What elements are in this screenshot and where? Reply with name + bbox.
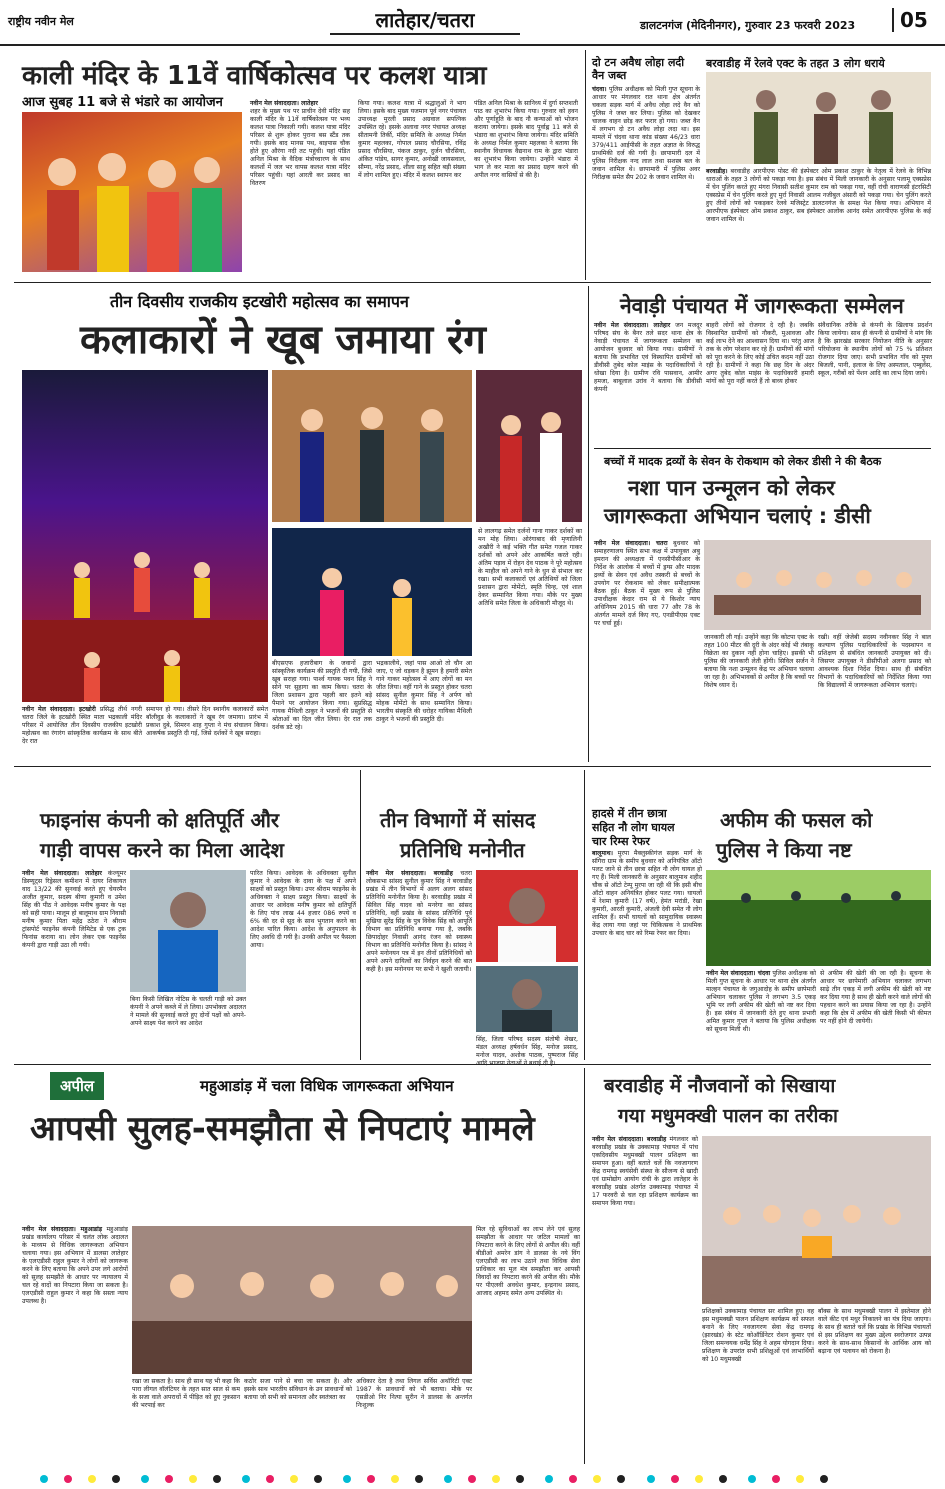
- story7-headline-line2: गाड़ी वापस करने का मिला आदेश: [40, 838, 285, 862]
- meeting-illustration: [704, 540, 931, 630]
- story6-col2: जानकारी ली गई। उन्होंने कहा कि कोटपा एक्ट के तहत 100 मीटर की दूरी के अंदर कोई भी तंबाकू विक्रेता का दुकान नहीं होना चाहिए। इसकी भी पुलिस की जानकारी लेती होंगी। सिविल सर्जन ने बताया कि नशा उन्मूलन केंद्र पर अभियान चलाया जा रहा है। अभिभावकों से अपील है कि बच्चों पर विशेष ध्यान दें।: [704, 634, 814, 689]
- training-illustration: [702, 1136, 931, 1304]
- story4-caption1-text: प्रसिद्ध तीर्थ नगरी चतरा जिले के इटखोरी स्थित माता भद्रकाली मंदिर परिसर में आयोजित तीन दिवसीय राजकीय इटखोरी महोत्सव का रंगारंग सांस्कृतिक कार्यक्रम के साथ बीते देर रात: [22, 706, 142, 745]
- story6-headline-line1: नशा पान उन्मूलन को लेकर: [628, 476, 835, 500]
- story5-headline: नेवाड़ी पंचायत में जागरूकता सम्मेलन: [620, 294, 904, 318]
- kalash-yatra-photo: [22, 112, 242, 272]
- field-illustration: [706, 870, 931, 966]
- story8-headline-line1: तीन विभागों में सांसद: [380, 808, 536, 832]
- story10-col2: से अफीम की खेती की जा रही है। सूचना के आधार पर छापेमारी अभियान चलाकर लगभग साढ़े तीन एकड़ में लगी अफीम की खेती को नष्ट कर दिया गया है साथ ही खेती करने वाले लोगों की पहचान करने का प्रयास किया जा रहा है। उन्होंने कहा कि क्षेत्र में अफीम की खेती किसी भी कीमत पर नहीं होने दी जायेगी।: [820, 970, 932, 1025]
- beekeeping-training-photo: [702, 1136, 931, 1304]
- story8-headline-line2: प्रतिनिधि मनोनीत: [400, 838, 525, 862]
- dignitaries-illustration: [272, 370, 472, 522]
- story9-text: मुरपा मैक्लुस्कीगंज सड़क मार्ग के संगिरा ग्राम के समीप बुधवार को अनियंत्रित ऑटो पलट जाने से तीन छात्रा सहित नौ लोग घायल हो गए हैं। मिली जानकारी के अनुसार बालूमाथ शहीद चौक से ऑटो टेम्पू मुरपा जा रही थी कि इसी बीच ऑटो वाहन अनियंत्रित होकर पलट गया। घायलों में रेशमा कुमारी (17 वर्ष), हेमंत मरांडी, रेखा कुमारी, आरती कुमारी, अंजली देवी समेत नौ लोग शामिल हैं। सभी घायलों को सामुदायिक स्वास्थ्य केंद्र लाया गया जहां पर चिकित्सक ने प्राथमिक उपचार के बाद चार को रिम्स रेफर कर दिया।: [592, 850, 702, 937]
- story6-col1-text: बुधवार को समाहरणालय स्थित सभा कक्ष में उपायुक्त अबु इमरान की अध्यक्षता में एनसीपीसीआर के निर्देश के आलोक में बच्चों में ड्रग्स और मादक द्रव्यों के सेवन एवं अवैध तस्करी से बच्चों के उपयोग पर रोकथाम को लेकर समीक्षात्मक बैठक हुई। बैठक में मुख्य रूप से पुलिस उपाधीक्षक केदार राम से ये किशोर न्याय अधिनियम 2015 की धारा 77 और 78 के अंतर्गत मामले दर्ज किए गए, एनडीपीएस एक्ट पर चर्चा हुई।: [594, 540, 701, 627]
- story12-dateline: नवीन मेल संवाददाता। बरवाडीह: [592, 1136, 667, 1143]
- story6-col3: रखी। वहीं जेजेबी सदस्य नवीनकर सिंह ने बाल कल्याण पुलिस पदाधिकारियों के पदस्थापन व प्रशिक्षण से संबंधित जानकारी उपायुक्त को दी। जिसपर उपायुक्त ने डीसीपीओ अलगा प्रसाद को आवश्यक दिशा निर्देश दिया। साथ ही संबंधित विभागों के पदाधिकारियों को निर्देशित किया गया कि विद्यालयों में जागरूकता अभियान चलाएं।: [818, 634, 931, 689]
- story7-col1-text: कंज्यूमर डिस्प्यूट्स रिड्रेसल कमीशन में दायर शिकायत वाद 13/22 की सुनवाई करते हुए चेयरमैन अजीत कुमार, सदस्य बीणा कुमारी व उमेश सिंह की पीठ ने आवेदक मनीष कुमार के पक्ष को सही पाया। मालूम हो बालूमाथ ग्राम निवासी मनीष कुमार पिता महेंद्र ठठेरा ने श्रीराम ट्रांसपोर्ट फाइनेंस कंपनी लिमिटेड से एक ट्रक फिनांस कराया था। लोन लेकर एक फाइनेंस कंपनी द्वारा गाड़ी उठा ली गयी।: [22, 870, 127, 949]
- story1-col1-text: शहर के मुख्य पथ पर प्राचीन देवी मंदिर सह काली मंदिर के 11वें वार्षिकोत्सव पर भव्य कलश यात्रा निकाली गयी। कलश यात्रा मंदिर परिसर से शुरू होकर पुराना बस स्टैंड तक गयी। इसके बाद मानस पथ, बाइपास चौक होते हुए औरंगा नदी तट पहुंची। यहां पंडित अनिल मिश्रा के वैदिक मंत्रोच्चारण के साथ कलशों में जल भर वापस कलश यात्रा मंदिर परिसर पहुंची। यहां आरती कर प्रसाद का वितरण: [250, 108, 350, 187]
- story5-col1: [594, 322, 702, 444]
- person-illustration: [130, 870, 246, 992]
- story1-col3: पंडित अनिल मिश्रा के सानिध्य में दुर्गा सप्तशती पाठ का शुभारंभ किया गया। गुरुवार को हवन और पूर्णाहुति के बाद नौ कन्याओं को भोजन कराया जायेगा। इसके बाद पूर्वाह्न 11 बजे से भंडारा का शुभारंभ किया जायेगा। मंदिर समिति के अध्यक्ष निर्मल कुमार महलका ने बताया कि स्थानीय विधायक वैद्यनाथ राम के द्वारा भंडारा का शुभारंभ किया जायेगा। उन्होंने भंडारा में भाग ले कर माता का प्रसाद ग्रहण करने की अपील नगर वासियों से की है।: [474, 100, 578, 179]
- panel-illustration: [132, 1226, 472, 1374]
- story8-caption: सिंह, जिला परिषद सदस्य संतोषी शेखर, मंडल अध्यक्ष हर्षवर्धन सिंह, मनोज प्रसाद, मनोज यादव, अशोक पाठक, पुष्पराज सिंह: [476, 1036, 578, 1059]
- story11-kicker: महुआडांड़ में चला विधिक जागरूकता अभियान: [200, 1077, 454, 1095]
- story9-headline-line3: चार रिम्स रेफर: [592, 835, 650, 848]
- story11-col1-text: महुआडांड़ प्रखंड कार्यालय परिसर में चलंत लोक अदालत के माध्यम से विधिक जागरूकता अभियान चलाया गया। इस अभियान में डालसा लातेहार के एलएडीसी राहुल कुमार ने लोगों को जागरूक करने के लिए बताया कि अपने उपर लगे आरोपों को सुलह समझौते के आधार पर न्यायालय में चल रहे वादों का निपटारा किया जा सकता है। एलएडीसी राहुल कुमार ने कहा कि सस्ता न्याय उपलब्ध है।: [22, 1226, 128, 1305]
- felicitation-illustration: [476, 370, 582, 522]
- story12-col3: बॉक्स के साथ मधुमक्खी पालन में इस्तेमाल होने वाले कीट एवं मधुर निकालने का यंत्र दिया जाएगा। के साथ ही बताते चलें कि प्रखंड के विभिन्न पंचायतों से इस प्रशिक्षण का मुख्य उद्देश्य स्वरोजगार उत्पन्न करने के साथ-साथ किसानों के आर्थिक आय को बढ़ाना एवं पलायन को रोकना है।: [818, 1308, 931, 1355]
- story4-col-a: बीएसएफ हजारीबाग के जवानों द्वारा सांस्कृतिक कार्यक्रम की प्रस्तुति दी गयी, जिसे खूब सराहा गया। पार्श्व गायक पवन सिंह ने सोने पर सुहागा का काम किया। चतरा के जिला प्रशासन द्वारा पहली बार इतने बड़े पैमाने पर आयोजन किया गया। सुप्रसिद्ध गायक मैथिली ठाकुर ने भजनों की प्रस्तुति से श्रोताओं का दिल जीत लिया। देर रात तक दर्शक डटे रहे।: [272, 660, 372, 731]
- story7-caption: बिना किसी लिखित नोटिस के चलती गाड़ी को उक्त कंपनी ने अपने कब्जे में ले लिया। उपभोक्ता अदालत ने मामले की सुनवाई करते हुए दोनों पक्षों को अपने-अपने साक्ष्य पेश करने का आदेश: [130, 996, 246, 1027]
- story5-col3: संवैधानिक तरीके से कंपनी के खिलाफ प्रदर्शन किया जायेगा। साथ ही कंपनी से ग्रामीणों ने मांग कि है कि झारखंड सरकार नियोजन नीति के अनुसार परियोजना के स्थानीय लोगों को 75 % प्रतिशत रोजगार दिया जाए। सभी प्रभावित गाँव को मुफ्त बिजली, पानी, इलाज के लिए अस्पताल, एम्बुलेंस, स्कूल, गरीबों को पेंशन आदि का लाभ दिया जाये।: [818, 322, 932, 377]
- story12-col2: प्रशिक्षकों उक्कामाड़ पंचायत सर शामिल हुए। वह इस मधुमक्खी पालन प्रशिक्षण कार्यक्रम को सफल बनाने के लिए नवजागरण सेवा केंद्र रामगढ़ (झारखंड) के स्टेट कोऑर्डिनेटर रोशन कुमार एवं जिला समन्वयक धर्मेंद्र सिंह ने अहम योगदान दिया। प्रशिक्षण के उपरांत सभी प्रशिक्षुओं एवं लाभार्थियों को 10 मधुमक्खी: [702, 1308, 814, 1363]
- story11-col3: कठोर सजा पाने से बचा जा सकता है। और इसके साथ भारतीय संविधान के उन प्रावधानों को बताया जो सभी को समानता और स्वतंत्रता का: [244, 1378, 352, 1401]
- column-divider: [584, 770, 585, 1060]
- page-number: 05: [892, 8, 928, 32]
- dignitaries-photo: [272, 370, 472, 522]
- column-divider: [360, 770, 361, 1060]
- story1-dateline: नवीन मेल संवाददाता। लातेहार: [250, 100, 318, 107]
- page-header: [0, 0, 945, 46]
- story1-col1: [250, 100, 350, 272]
- dc-meeting-photo: [704, 540, 931, 630]
- story11-col4: अधिकार देता है तथा लिगल सर्विस अथॉरिटी एक्ट 1987 के प्रावधानों को भी बताया। मौके पर एसडीओ निर नित्या सुरीन ने डालसा के अन्तर्गत निःशुल्क: [356, 1378, 472, 1409]
- story10-headline-line1: अफीम की फसल को: [720, 808, 873, 832]
- story10-col1-text: पुलिस अधीक्षक को मिली गुप्त सूचना के आधार पर थाना क्षेत्र अंतर्गत माल्हन पंचायत के जगुआदोह के समीप छापेमारी अभियान चलाकर पुलिस ने लगभग 3.5 एकड़ भूमि पर लगी अफीम की खेती को नष्ट कर दिया है। इस संबंध में जानकारी देते हुए थाना प्रभारी अमित कुमार गुप्ता ने बताया कि पुलिस अधीक्षक को सूचना मिली थी।: [706, 970, 817, 1033]
- story3-body: [706, 168, 931, 278]
- story11-col1: [22, 1226, 128, 1462]
- story9-headline-line1: हादसे में तीन छात्रा: [592, 807, 667, 820]
- printer-registration-marks: [0, 1470, 945, 1482]
- story9-dateline: बालूमाथ।: [592, 850, 613, 857]
- story6-col1: [594, 540, 700, 762]
- story11-col2: रखा जा सकता है। साथ ही साथ यह भी कहा कि पारा लीगल वॉलंटियर के तहत सात साल से कम के सजा वाले अपराधों में पीड़ित को हुए नुकसान की भरपाई कर: [132, 1378, 240, 1409]
- portrait-illustration: [476, 966, 578, 1032]
- story11-headline: आपसी सुलह-समझौता से निपटाएं मामले: [30, 1109, 535, 1149]
- representative-photo-1: [476, 870, 578, 962]
- story4-caption2: समापन हो गया। तीसरे दिन स्थानीय कलाकारों समेत बॉलीवुड के कलाकारों ने खूब रंग जमाया। प्रारंभ में प्रकाश दुबे, सिमरन शाह गुप्ता ने मंच संचालन किया। आकर्षक प्रस्तुति दी गई, जिसे दर्शकों ने खूब सराहा।: [146, 706, 268, 737]
- story8-dateline: नवीन मेल संवाददाता। बरवाडीह: [366, 870, 453, 877]
- legal-camp-photo: [132, 1226, 472, 1374]
- story11-col5: मिल रहे सुविधाओं का लाभ लेने एवं सुलह समझौता के आधार पर जटिल मामलों का निपटारा करने के लिए लोगों से अपील की। वहीं बीडीओ अमरेन डांग ने डालसा के नये विंग एलएडीसी का लाभ उठाने तथा विधिक सेवा प्राधिकार का मूल मंत्र समझौता कर आपसी विवादों का निपटारा करने की अपील की। मौके पर पीएलवी अवधेश कुमार, इन्द्रनाथ प्रसाद, आजाद अहमद समेत अन्य उपस्थित थे।: [476, 1226, 580, 1297]
- folk-dance-photo: [22, 370, 268, 702]
- story10-col1: [706, 970, 816, 1060]
- story1-col2: किया गया। कलश यात्रा में श्रद्धालुओं ने भाग लिया। इसके बाद मुख्य यजमान पूर्व नगर पंचायत उपाध्यक्ष मुरली प्रसाद अग्रवाल सपत्निक उपस्थित रहे। इसके अलावा नगर पंचायत अध्यक्ष सीतामनी तिर्की, मंदिर समिति के अध्यक्ष निर्मल कुमार महलका, गोपाल प्रसाद चौरसिया, रविंद्र प्रसाद चौरसिया, पंकज ठाकुर, दुर्जन चौरसिया, अंकित पांडेय, सागर कुमार, अनोखी जायसवाल, सौम्या, नरेंद्र प्रसाद, शीला साहु सहित बड़ी संख्या में लोग शामिल हुए। मंदिर में कलश स्थापन कर: [358, 100, 466, 179]
- story2-dateline: चंदवा।: [592, 86, 607, 93]
- story7-dateline: नवीन मेल संवाददाता। लातेहार: [22, 870, 102, 877]
- stage-performance-photo: [272, 528, 472, 656]
- story6-headline-line2: जागरूकता अभियान चलाएं : डीसी: [604, 504, 871, 528]
- story4-kicker: तीन दिवसीय राजकीय इटखोरी महोत्सव का समापन: [110, 292, 409, 311]
- column-divider: [584, 1068, 585, 1464]
- story4-col-b: भद्रकालीये, जहां पास आओ तो चौन आ जाए, ए जो धड़कन है झूमन है हमारी समेत गाने गाकर महोत्सव में आए लोगों का मन जीत लिया। वहीं गाने के प्रस्तुत होकर चतरा सांसद सुनील कुमार सिंह ने अर्पण को मोहक मोमेंटो के साथ सम्मानित किया। भारतीय संस्कृति की धरोहर गायिका मैथिली ठाकुर ने भजनों की प्रस्तुति दी।: [376, 660, 472, 723]
- section-divider: [14, 766, 931, 767]
- story1-subhead: आज सुबह 11 बजे से भंडारे का आयोजन: [22, 95, 223, 110]
- dancers-illustration: [22, 370, 268, 702]
- story2-headline: दो टन अवैध लोहा लदी वैन जब्त: [592, 56, 685, 82]
- story6-dateline: नवीन मेल संवाददाता। चतरा: [594, 540, 668, 547]
- story4-caption1: [22, 706, 142, 762]
- section-divider: [14, 1064, 931, 1065]
- story8-text: चतरा लोकसभा सांसद सुनील कुमार सिंह ने बरवाडीह प्रखंड में तीन विभागों में अलग अलग सांसद प्रतिनिधि मनोनीत किया है। बरवाडीह प्रखंड में सिविल सिंह यादव को मनरेगा का सांसद प्रतिनिधि, वहीं प्रखंड के सांसद प्रतिनिधि पूर्व मुखिया सुरेंद्र सिंह के पुत्र विवेक सिंह को आपूर्ति विभाग का प्रतिनिधि बनाया गया है, जबकि छिपादोहर निवासी आनंद रंजन को स्वास्थ्य विभाग का प्रतिनिधि मनोनीत किया है। सांसद ने अपने मनोनयन पत्र में इन तीनों प्रतिनिधियों को अपने अपने दायित्वों का निर्वहन करने की बात कही है। इस मनोनयन पर सभी ने खुशी जतायी।: [366, 870, 472, 973]
- story10-dateline: नवीन मेल संवाददाता। चंदवा: [706, 970, 771, 977]
- section-title: लातेहार/चतरा: [330, 6, 520, 35]
- newspaper-brand: राष्ट्रीय नवीन मेल: [8, 15, 74, 28]
- felicitation-photo: [476, 370, 582, 522]
- story12-col1-text: मंगलवार को बरवाडीह प्रखंड के उक्कामाड़ पंचायत में पांच एकदिवसीय मधुमक्खी पालन प्रशिक्षण का समापन हुआ। वहीं बताते चलें कि नवजागरण केंद्र रामगढ़ स्वयंसेवी संस्था के सौजन्य से खादी एवं ग्रामोद्योग आयोग रांची के द्वारा लातेहार के बरवाडीह प्रखंड अंतर्गत उक्कामाड़ पंचायत में 17 फरवरी से चल रहा प्रशिक्षण कार्यक्रम का समापन किया गया।: [592, 1136, 699, 1207]
- story12-headline-line1: बरवाडीह में नौजवानों को सिखाया: [604, 1075, 836, 1097]
- story7-col2: पारित किया। आवेदक के अधिवक्ता सुनील कुमार ने आवेदक के दावा के पक्ष में अपने साक्ष्यों को प्रस्तुत किया। उपर श्रीराम फाइनेंस के अधिवक्ता ने साक्ष्य प्रस्तुत किया। साक्ष्यों के आधार पर आवेदक मनीष कुमार को क्षतिपूर्ति के लिए पांच लाख 44 हजार 086 रुपये व 6% की दर से सूद के साथ भुगतान करने का आदेश पारित किया। आदेश के अनुपालन के लिए अवधि दी गयी है। उनकी अपील पर फैसला आया।: [250, 870, 356, 949]
- story11-dateline: नवीन मेल संवाददाता। महुआडांड़: [22, 1226, 103, 1233]
- story2-body: [592, 86, 700, 278]
- representative-photo-2: [476, 966, 578, 1032]
- story9-body: [592, 850, 702, 1060]
- story7-headline-line1: फाइनांस कंपनी को क्षतिपूर्ति और: [40, 808, 280, 832]
- story3-text: बरवाडीह आरपीएफ पोस्ट की इंस्पेक्टर ओम प्रकाश ठाकुर के नेतृत्व में रेलवे के विभिन्न धाराओं के तहत 3 लोगों को पकड़ा गया है। इस संबंध में मिली जानकारी के अनुसार पलामू एक्सप्रेस में चेन पुलिंग करते हुए मंगरा निवासी सतीश कुमार राम को पकड़ा गया, वहीं रांची वाराणसी इंटरसिटी एक्सप्रेस में चेन पुलिंग करते हुए मुर्रा निवासी आलम नजीबुल अंसारी को पकड़ा गया। चेन पुलिंग करते हुए तीनों लोगों को पकड़कर रेलवे मजिस्ट्रेट डालटनगंज के समक्ष पेश किया गया। अभियान में आरपीएफ इंस्पेक्टर ओम प्रकाश ठाकुर, सब इंस्पेक्टर आलोक आनंद समेत आरपीएफ पुलिस के कई जवान शामिल थे।: [706, 168, 931, 223]
- story8-body: [366, 870, 472, 1054]
- story12-col1: [592, 1136, 698, 1462]
- story4-headline: कलाकारों ने खूब जमाया रंग: [80, 317, 486, 363]
- officers-illustration: [706, 72, 931, 164]
- story5-dateline: नवीन मेल संवाददाता। लातेहार: [594, 322, 671, 329]
- story10-headline-line2: पुलिस ने किया नष्ट: [716, 838, 852, 862]
- issue-dateline: डालटनगंज (मेदिनीनगर), गुरुवार 23 फरवरी 2023: [640, 19, 856, 32]
- story2-text: पुलिस अधीक्षक को मिली गुप्त सूचना के आधार पर मंगलवार रात थाना क्षेत्र अंतर्गत चकला सड़क मार्ग में अवैध लोहा लदे वैन को पुलिस ने जब्त कर लिया। पुलिस को देखकर चालक वाहन छोड़ कर फरार हो गया। जब्त वैन में लगभग दो टन अवैध लोहा लदा था। इस मामले में चंदवा थाना कांड संख्या 46/23 धारा 379/411 आईपीसी के तहत अज्ञात के विरुद्ध प्राथमिकी दर्ज की गयी है। छापामारी दल में पुलिस निरीक्षक नन्द लाल तथा सशस्त्र बल के जवान शामिल थे। छापामारी में पुलिस अवर निरीक्षक समेत सैप 202 के जवान शामिल थे।: [592, 86, 701, 181]
- opium-field-photo: [706, 870, 931, 966]
- column-divider: [585, 50, 586, 280]
- story7-col1: [22, 870, 126, 1054]
- singer-illustration: [272, 528, 472, 656]
- complainant-photo: [130, 870, 246, 992]
- story6-kicker: बच्चों में मादक द्रव्यों के सेवन के रोकथाम को लेकर डीसी ने की बैठक: [604, 455, 882, 468]
- procession-illustration: [22, 112, 242, 272]
- story12-headline-line2: गया मधुमक्खी पालन का तरीका: [618, 1105, 838, 1127]
- section-divider: [14, 282, 931, 283]
- story9-headline-line2: सहित नौ लोग घायल: [592, 821, 675, 834]
- section-divider: [594, 448, 931, 449]
- appeal-tag: अपील: [50, 1072, 104, 1100]
- story4-col-c: से लालगढ़ समेत दर्जनों गाना गाकर दर्शकों का मन मोह लिया। ओरंगाबाद की मृणालिनी अखौरी ने कई भक्ति गीत समेत गजल गाकर दर्शकों को अपने ओर आकर्षित करते रही। अंतिम पड़ाव में रोहन देव पाठक ने पूरे महोत्सव के माहौल को अपने गाने के धुन से संभाल कर रखा। सभी कलाकारों एवं अतिथियों को जिला प्रशासन द्वारा मोमेंटो, स्मृति चिन्ह, एवं शाल देकर सम्मानित किया गया। मौके पर मुख्य अतिथि समेत जिला के अधिकारी मौजूद थे।: [478, 528, 582, 607]
- story5-col2: बाहरी लोगों को रोजगार दे रही है। जबकि विस्थापित ग्रामीणों को नौकरी, मुआवजा और कई लाभ देने का आश्वासन दिया था। परंतु आज तक के लोग परेशान कर रहे हैं। ग्रामीणों की मांगों को पूरा करने के लिए कोई उचित कदम नहीं उठा रही है। ग्रामीणों ने कहा कि छह दिन के अंदर अगर तुबेद कोल माइंस के पदाधिकारी हमारी मांगों को पूरा नहीं करते हैं तो बाध्य होकर: [706, 322, 814, 385]
- story4-dateline: नवीन मेल संवाददाता। इटखोरी: [22, 706, 96, 713]
- story5-col1-text: जन मजदूर परिषद संघ के बैनर तले सदर थाना क्षेत्र के नेवाड़ी पंचायत में जागरूकता सम्मेलन का आयोजन बुधवार को किया गया। ग्रामीणों ने बताया कि प्रभावित एवं विस्थापित ग्रामीणों को डीवीसी तुबेद कोल माइंस के पदाधिकारियों ने धोखा दिया है। ग्रामीण रवि पासवान, आमीर हमजा, बाबूलाल उरांव ने बताया कि डीवीसी कंपनी: [594, 322, 702, 393]
- story3-dateline: बरवाडीह।: [706, 168, 728, 175]
- rpf-arrest-photo: [706, 72, 931, 164]
- story1-headline: काली मंदिर के 11वें वार्षिकोत्सव पर कलश यात्रा: [22, 61, 487, 91]
- column-divider: [588, 286, 589, 762]
- portrait-illustration: [476, 870, 578, 962]
- story3-headline: बरवाडीह में रेलवे एक्ट के तहत 3 लोग धराये: [706, 57, 885, 70]
